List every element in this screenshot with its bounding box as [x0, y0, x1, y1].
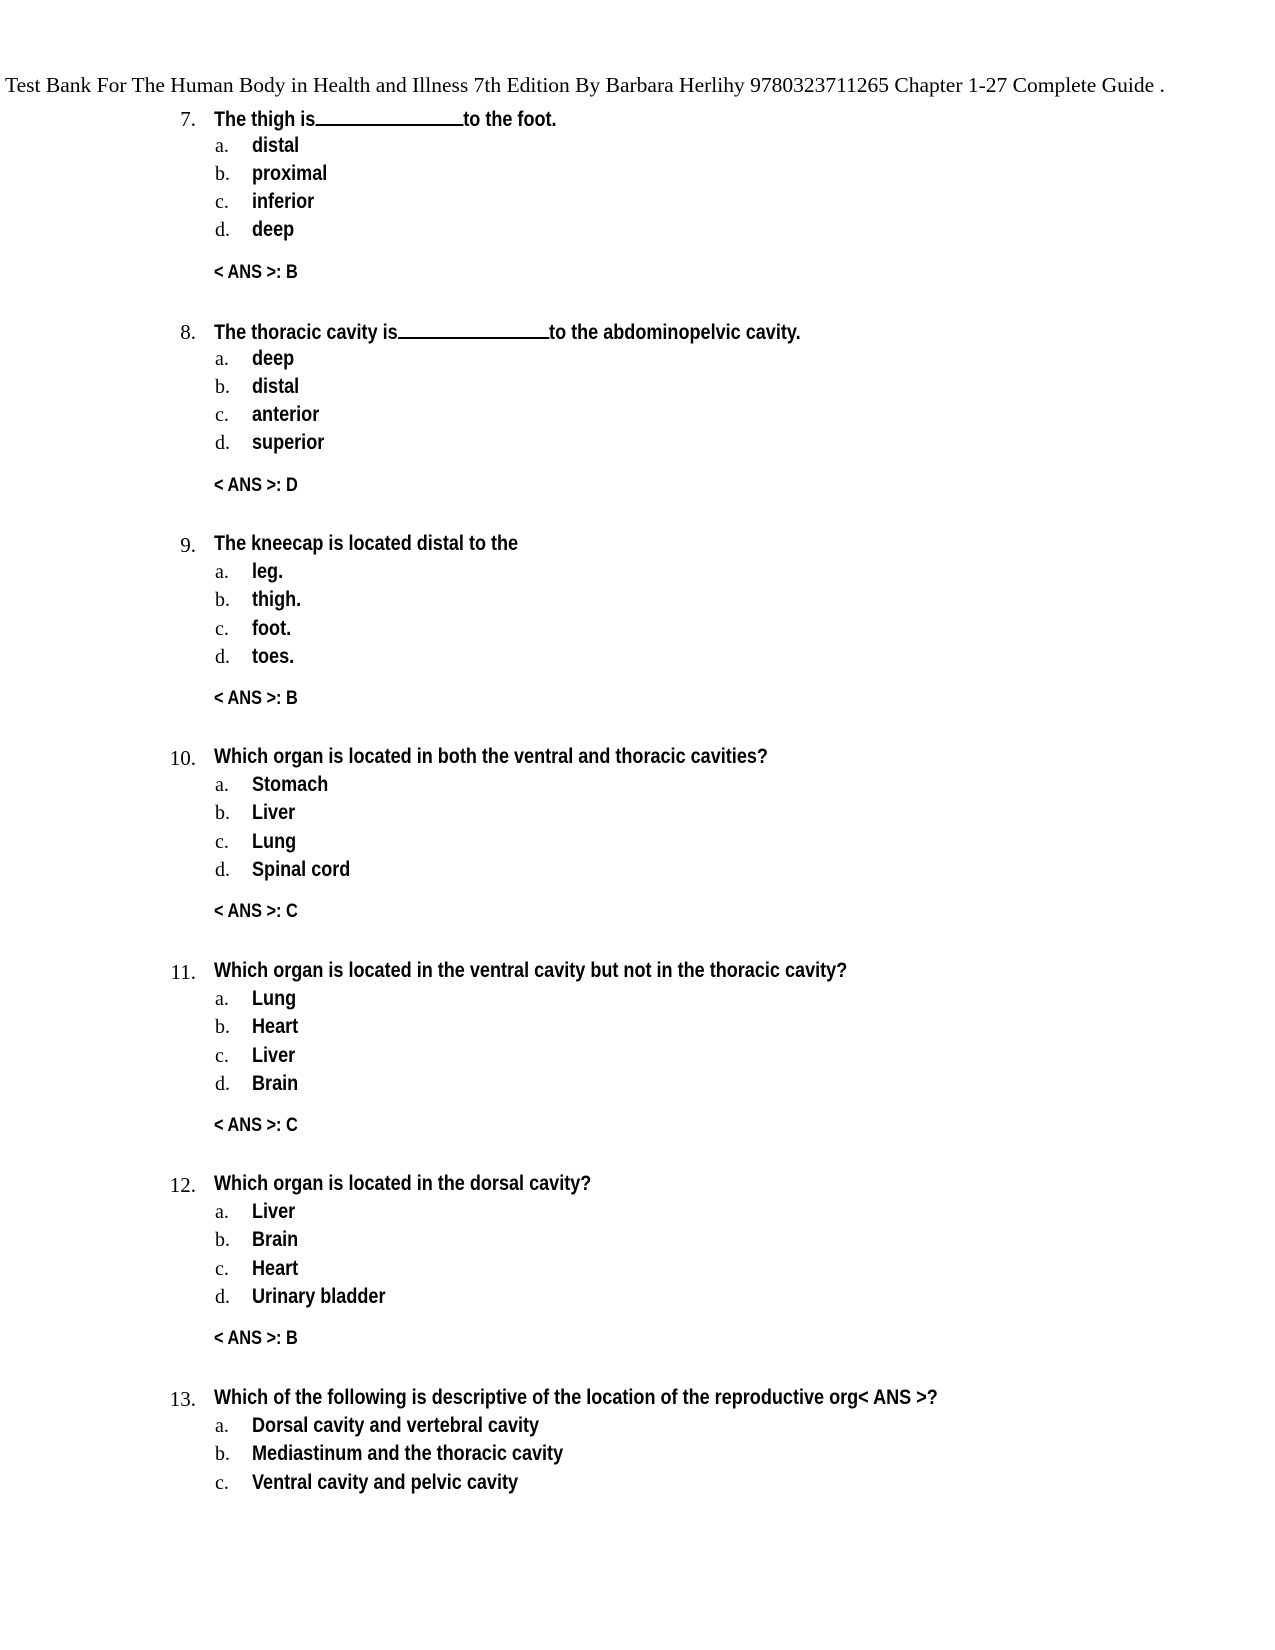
question-number: 13. — [169, 1387, 196, 1411]
answer-key: < ANS >: B — [214, 262, 298, 283]
question-text: Which organ is located in both the ventral and thoracic cavities? — [214, 745, 768, 768]
answer-key: < ANS >: C — [214, 901, 298, 922]
option-letter-b: b. — [215, 1229, 230, 1251]
fill-in-blank — [315, 106, 463, 126]
question-text-before: The thoracic cavity is — [214, 321, 398, 344]
option-letter-b: b. — [215, 589, 230, 611]
option-text-a: leg. — [252, 560, 284, 583]
option-text-b: Brain — [252, 1228, 299, 1251]
option-letter-b: b. — [215, 802, 230, 824]
answer-key: < ANS >: B — [214, 1328, 298, 1349]
question-text: Which organ is located in the dorsal cavity? — [214, 1172, 592, 1195]
option-letter-a: a. — [215, 774, 229, 796]
option-text-b: proximal — [252, 162, 328, 185]
option-text-c: inferior — [252, 190, 315, 213]
option-text-b: thigh. — [252, 588, 302, 611]
option-letter-d: d. — [215, 646, 230, 668]
question-number: 9. — [180, 533, 196, 557]
question-text: The kneecap is located distal to the — [214, 532, 519, 555]
answer-key: < ANS >: B — [214, 688, 298, 709]
option-letter-a: a. — [215, 561, 229, 583]
question-text: Which organ is located in the ventral cavity but not in the thoracic cavity? — [214, 959, 848, 982]
option-text-d: Brain — [252, 1072, 299, 1095]
question-number: 8. — [180, 320, 196, 344]
question-number: 10. — [169, 746, 196, 770]
option-letter-d: d. — [215, 1073, 230, 1095]
option-letter-c: c. — [215, 1258, 229, 1280]
option-letter-c: c. — [215, 831, 229, 853]
option-letter-c: c. — [215, 1472, 229, 1494]
option-letter-d: d. — [215, 432, 230, 454]
option-letter-a: a. — [215, 988, 229, 1010]
option-letter-a: a. — [215, 1415, 229, 1437]
option-text-a: Lung — [252, 987, 297, 1010]
option-text-b: Heart — [252, 1015, 299, 1038]
option-text-c: Heart — [252, 1257, 299, 1280]
question-text-after: to the foot. — [463, 108, 557, 131]
question-number: 11. — [170, 960, 196, 984]
question-text-after: to the abdominopelvic cavity. — [549, 321, 801, 344]
option-letter-b: b. — [215, 163, 230, 185]
question-text-before: The thigh is — [214, 108, 316, 131]
option-letter-d: d. — [215, 1286, 230, 1308]
question-text: Which of the following is descriptive of the location of the reproductive org< ANS >? — [214, 1386, 938, 1409]
option-text-a: Stomach — [252, 773, 329, 796]
question-number: 12. — [169, 1173, 196, 1197]
option-text-c: Ventral cavity and pelvic cavity — [252, 1471, 519, 1494]
option-text-d: toes. — [252, 645, 295, 668]
option-text-c: anterior — [252, 403, 320, 426]
option-text-a: distal — [252, 134, 300, 157]
option-letter-c: c. — [215, 404, 229, 426]
question-text — [214, 319, 801, 345]
question-text — [214, 106, 557, 132]
option-text-a: Dorsal cavity and vertebral cavity — [252, 1414, 540, 1437]
option-text-d: superior — [252, 431, 325, 454]
option-letter-d: d. — [215, 219, 230, 241]
answer-key: < ANS >: C — [214, 1115, 298, 1136]
document-header: Test Bank For The Human Body in Health and Illness 7th Edition By Barbara Herlihy 9780323711265 Chapter 1-27 Complete Guide . — [5, 73, 1165, 97]
option-letter-b: b. — [215, 376, 230, 398]
question-number: 7. — [180, 107, 196, 131]
option-letter-b: b. — [215, 1016, 230, 1038]
option-text-c: Lung — [252, 830, 297, 853]
fill-in-blank — [398, 319, 549, 339]
option-letter-c: c. — [215, 618, 229, 640]
option-text-b: distal — [252, 375, 300, 398]
option-text-d: Spinal cord — [252, 858, 351, 881]
option-text-c: foot. — [252, 617, 292, 640]
option-letter-c: c. — [215, 191, 229, 213]
option-text-c: Liver — [252, 1044, 296, 1067]
option-text-d: Urinary bladder — [252, 1285, 386, 1308]
option-letter-a: a. — [215, 348, 229, 370]
option-text-a: deep — [252, 347, 295, 370]
option-text-b: Mediastinum and the thoracic cavity — [252, 1442, 564, 1465]
option-letter-a: a. — [215, 1201, 229, 1223]
option-letter-d: d. — [215, 859, 230, 881]
option-letter-a: a. — [215, 135, 229, 157]
option-letter-c: c. — [215, 1045, 229, 1067]
option-text-d: deep — [252, 218, 295, 241]
option-letter-b: b. — [215, 1443, 230, 1465]
answer-key: < ANS >: D — [214, 475, 298, 496]
option-text-a: Liver — [252, 1200, 296, 1223]
option-text-b: Liver — [252, 801, 296, 824]
